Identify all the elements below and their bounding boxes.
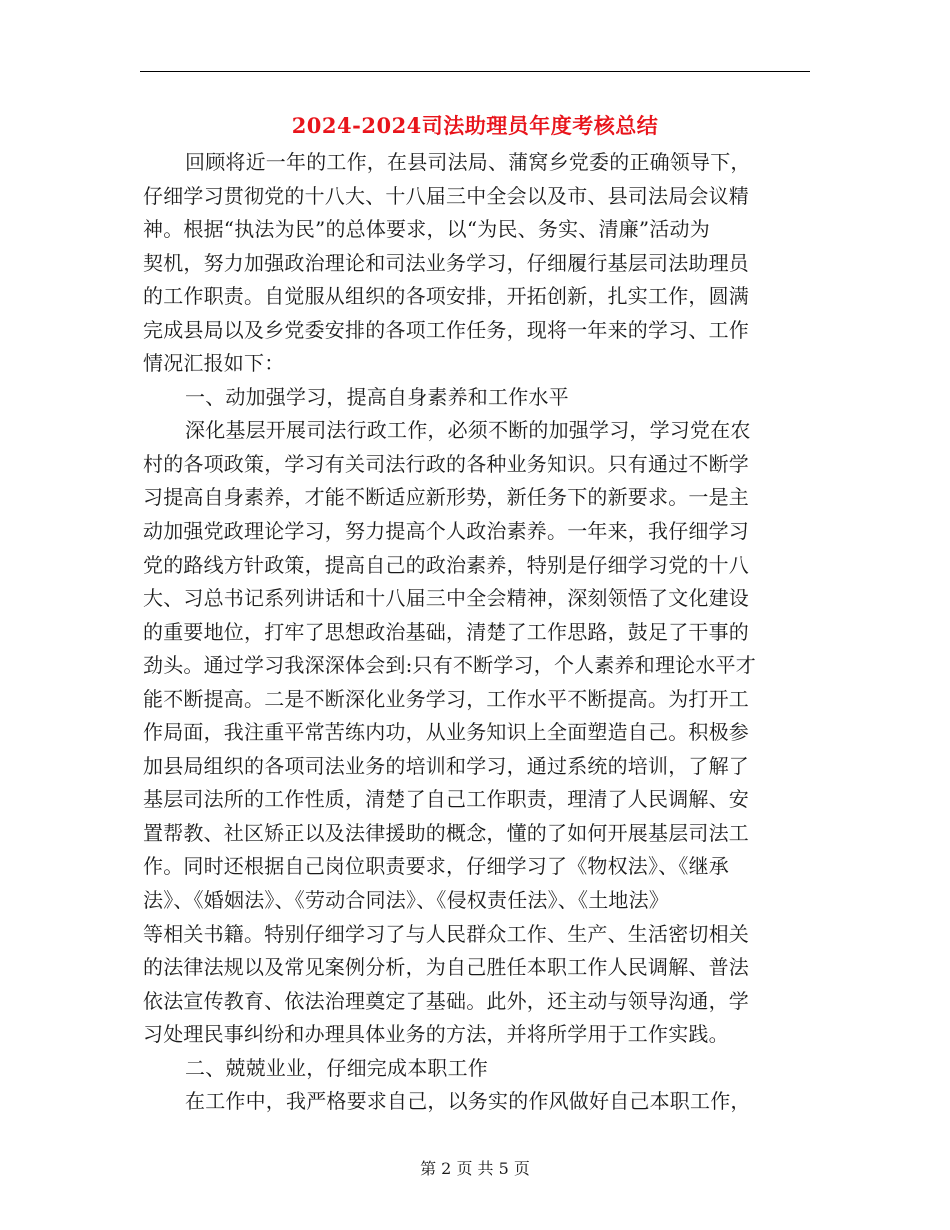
paragraph-line: 契机，努力加强政治理论和司法业务学习，仔细履行基层司法助理员 bbox=[143, 250, 749, 275]
paragraph-line: 习提高自身素养，才能不断适应新形势，新任务下的新要求。一是主 bbox=[143, 485, 749, 510]
paragraph-first-line: 二、兢兢业业，仔细完成本职工作 bbox=[185, 1055, 488, 1080]
paragraph-line: 加县局组织的各项司法业务的培训和学习，通过系统的培训，了解了 bbox=[143, 753, 749, 778]
paragraph-line: 村的各项政策，学习有关司法行政的各种业务知识。只有通过不断学 bbox=[143, 451, 749, 476]
paragraph-first-line: 在工作中，我严格要求自己，以务实的作风做好自己本职工作， bbox=[185, 1089, 751, 1114]
paragraph-line: 置帮教、社区矫正以及法律援助的概念，懂的了如何开展基层司法工 bbox=[143, 820, 749, 845]
paragraph-line: 仔细学习贯彻党的十八大、十八届三中全会以及市、县司法局会议精 bbox=[143, 183, 749, 208]
document-body bbox=[143, 146, 813, 1119]
paragraph-line: 能不断提高。二是不断深化业务学习，工作水平不断提高。为打开工 bbox=[143, 686, 749, 711]
paragraph-line: 法》、《婚姻法》、《劳动合同法》、《侵权责任法》、《土地法》 bbox=[143, 888, 669, 913]
paragraph-line: 神。根据“执法为民”的总体要求，以“为民、务实、清廉”活动为 bbox=[143, 217, 710, 242]
paragraph-line: 党的路线方针政策，提高自己的政治素养，特别是仔细学习党的十八 bbox=[143, 552, 749, 577]
paragraph-line: 依法宣传教育、依法治理奠定了基础。此外，还主动与领导沟通，学 bbox=[143, 988, 749, 1013]
paragraph-line: 完成县局以及乡党委安排的各项工作任务，现将一年来的学习、工作 bbox=[143, 317, 749, 342]
paragraph-line: 大、习总书记系列讲话和十八届三中全会精神，深刻领悟了文化建设 bbox=[143, 586, 749, 611]
header-rule bbox=[140, 71, 810, 72]
paragraph-line: 习处理民事纠纷和办理具体业务的方法，并将所学用于工作实践。 bbox=[143, 1022, 729, 1047]
paragraph-line: 的工作职责。自觉服从组织的各项安排，开拓创新，扎实工作，圆满 bbox=[143, 284, 749, 309]
paragraph-line: 作局面，我注重平常苦练内功，从业务知识上全面塑造自己。积极参 bbox=[143, 720, 749, 745]
paragraph-line: 的重要地位，打牢了思想政治基础，清楚了工作思路，鼓足了干事的 bbox=[143, 619, 749, 644]
paragraph-first-line: 回顾将近一年的工作，在县司法局、蒲窝乡党委的正确领导下， bbox=[185, 150, 751, 174]
paragraph-line: 情况汇报如下： bbox=[143, 351, 285, 376]
paragraph-line: 基层司法所的工作性质，清楚了自己工作职责，理清了人民调解、安 bbox=[143, 787, 749, 812]
paragraph-line: 劲头。通过学习我深深体会到:只有不断学习，个人素养和理论水平才 bbox=[143, 653, 756, 678]
paragraph-line: 作。同时还根据自己岗位职责要求，仔细学习了《物权法》、《继承 bbox=[143, 854, 729, 879]
paragraph-first-line: 深化基层开展司法行政工作，必须不断的加强学习，学习党在农 bbox=[185, 418, 751, 443]
paragraph-first-line: 一、动加强学习，提高自身素养和工作水平 bbox=[185, 384, 569, 409]
document-title: 2024-2024司法助理员年度考核总结 bbox=[291, 113, 659, 138]
page-footer: 第 2 页 共 5 页 bbox=[420, 1159, 530, 1178]
paragraph-line: 等相关书籍。特别仔细学习了与人民群众工作、生产、生活密切相关 bbox=[143, 921, 749, 946]
paragraph-line: 的法律法规以及常见案例分析，为自己胜任本职工作人民调解、普法 bbox=[143, 955, 749, 980]
paragraph-line: 动加强党政理论学习，努力提高个人政治素养。一年来，我仔细学习 bbox=[143, 519, 749, 544]
